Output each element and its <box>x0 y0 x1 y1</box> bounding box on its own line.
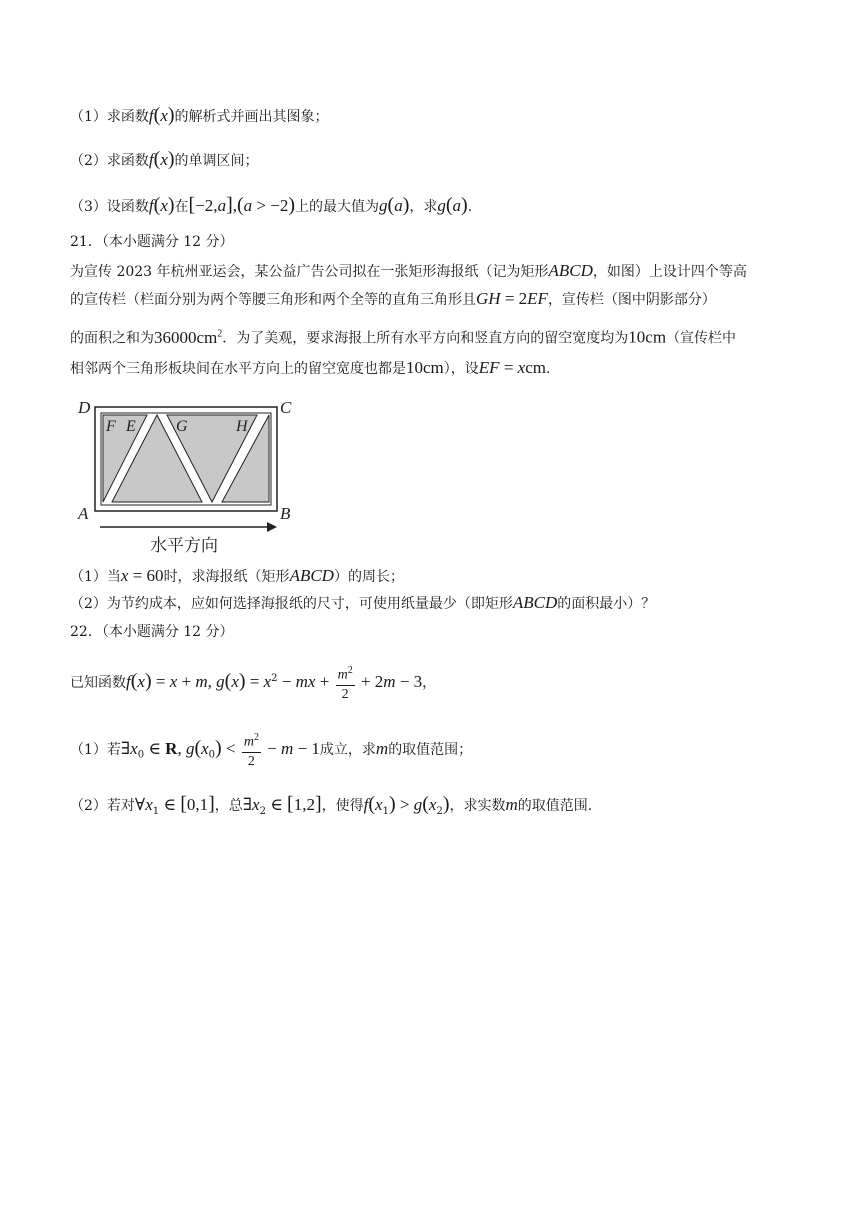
q22-intro: 已知函数f(x) = x + m, $g(x) = x^2$ − mx + $\frac{m^2}{2}$ + 2m − 3， <box>70 662 436 704</box>
q21-text-line1: 为宣传 2023 年杭州亚运会，某公益广告公司拟在一张矩形海报纸（记为矩形ABCD，如图）上设计四个等高 <box>70 261 747 280</box>
label-d: D <box>78 398 91 417</box>
label-e: E <box>126 418 136 435</box>
label-h: H <box>236 418 248 435</box>
q20-part2: （2）求函数f(x)的单调区间； <box>70 148 259 170</box>
direction-caption: 水平方向 <box>150 536 218 556</box>
q21-text-line4: 相邻两个三角形板块间在水平方向上的留空宽度也都是10cm），设EF = xcm. <box>70 358 551 377</box>
label-f: F <box>106 418 116 435</box>
q20-part1: （1）求函数f(x)的解析式并画出其图象； <box>70 104 329 126</box>
q21-text-line2: 的宣传栏（栏面分别为两个等腰三角形和两个全等的直角三角形且GH = 2EF，宣传栏（图中阴影部分） <box>70 289 716 308</box>
label-g: G <box>176 418 188 435</box>
label-c: C <box>280 398 292 417</box>
label-a: A <box>78 504 89 523</box>
q21-sub1: （1）当x = 60时，求海报纸（矩形ABCD）的周长； <box>70 566 404 585</box>
arrow-head <box>267 522 277 532</box>
q20-part3: （3）设函数f(x)在[−2,a],(a > −2)上的最大值为g(a)，求g(a). <box>70 194 473 216</box>
q21-sub2: （2）为节约成本，应如何选择海报纸的尺寸，可使用纸量最少（即矩形ABCD的面积最小）？ <box>70 593 656 612</box>
q22-part2: （2）若对$\forall x_1$ ∈ [0,1]，总$\exists x_2$ ∈ [1,2]，使得$f(x_1) > g(x_2)$，求实数m的取值范围. <box>70 793 593 817</box>
q22-part1: （1）若$\exists x_0$ ∈ R, $g(x_0)$ < $\frac{m^2}{2}$ − m − 1成立，求m的取值范围； <box>70 729 472 773</box>
label-b: B <box>280 504 291 523</box>
q22-header: 22．（本小题满分 12 分） <box>70 624 234 640</box>
q21-header: 21．（本小题满分 12 分） <box>70 234 234 250</box>
q21-text-line3: 的面积之和为$36000cm^2$．为了美观，要求海报上所有水平方向和竖直方向的留空宽度均为10cm（宣传栏中 <box>70 327 737 347</box>
poster-figure <box>72 395 312 560</box>
